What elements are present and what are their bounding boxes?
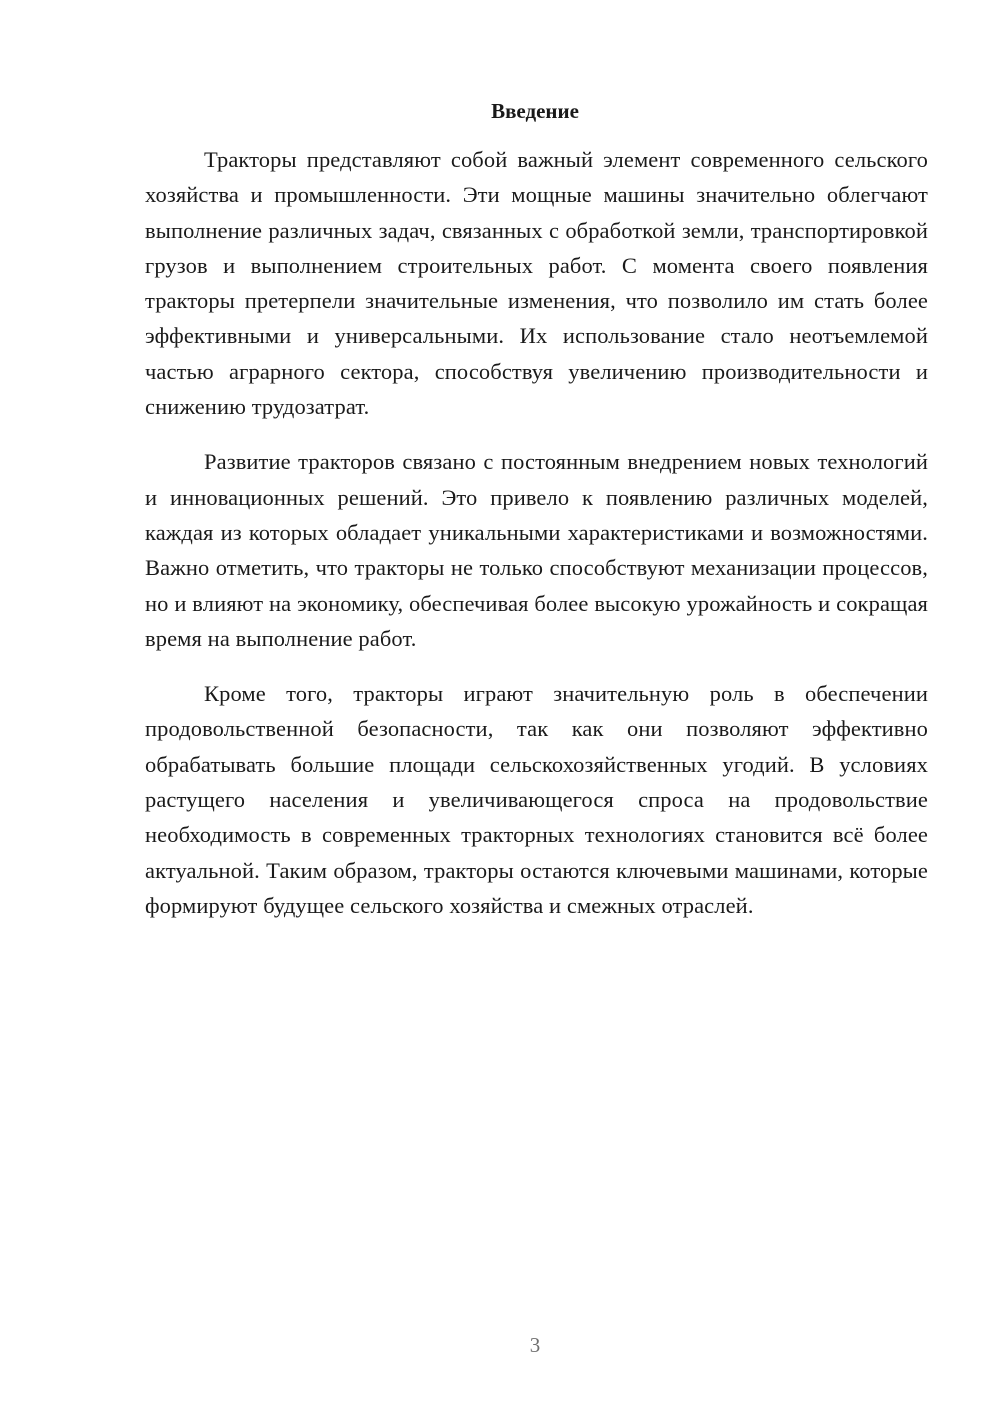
paragraph-3: Кроме того, тракторы играют значительную роль в обеспечении продовольственной безопасности, так как они позволяют эффективно обрабатывать большие площади сельскохозяйственных угодий. В условиях растущего населения и увеличивающегося спроса на продовольствие необходимость в современных тракторных технологиях становится всё более актуальной. Таким образом, тракторы остаются ключевыми машинами, которые формируют будущее сельского хозяйства и смежных отраслей. xyxy=(145,681,928,918)
section-heading: Введение xyxy=(491,99,579,123)
document-body xyxy=(145,142,928,943)
page-number: 3 xyxy=(529,1333,541,1357)
paragraph-2: Развитие тракторов связано с постоянным внедрением новых технологий и инновационных решений. Это привело к появлению различных моделей, каждая из которых обладает уникальными характеристиками и возможностями. Важно отметить, что тракторы не только способствуют механизации процессов, но и влияют на экономику, обеспечивая более высокую урожайность и сокращая время на выполнение работ. xyxy=(145,449,928,651)
paragraph-1: Тракторы представляют собой важный элемент современного сельского хозяйства и промышленности. Эти мощные машины значительно облегчают выполнение различных задач, связанных с обработкой земли, транспортировкой грузов и выполнением строительных работ. С момента своего появления тракторы претерпели значительные изменения, что позволило им стать более эффективными и универсальными. Их использование стало неотъемлемой частью аграрного сектора, способствуя увеличению производительности и снижению трудозатрат. xyxy=(145,147,928,420)
